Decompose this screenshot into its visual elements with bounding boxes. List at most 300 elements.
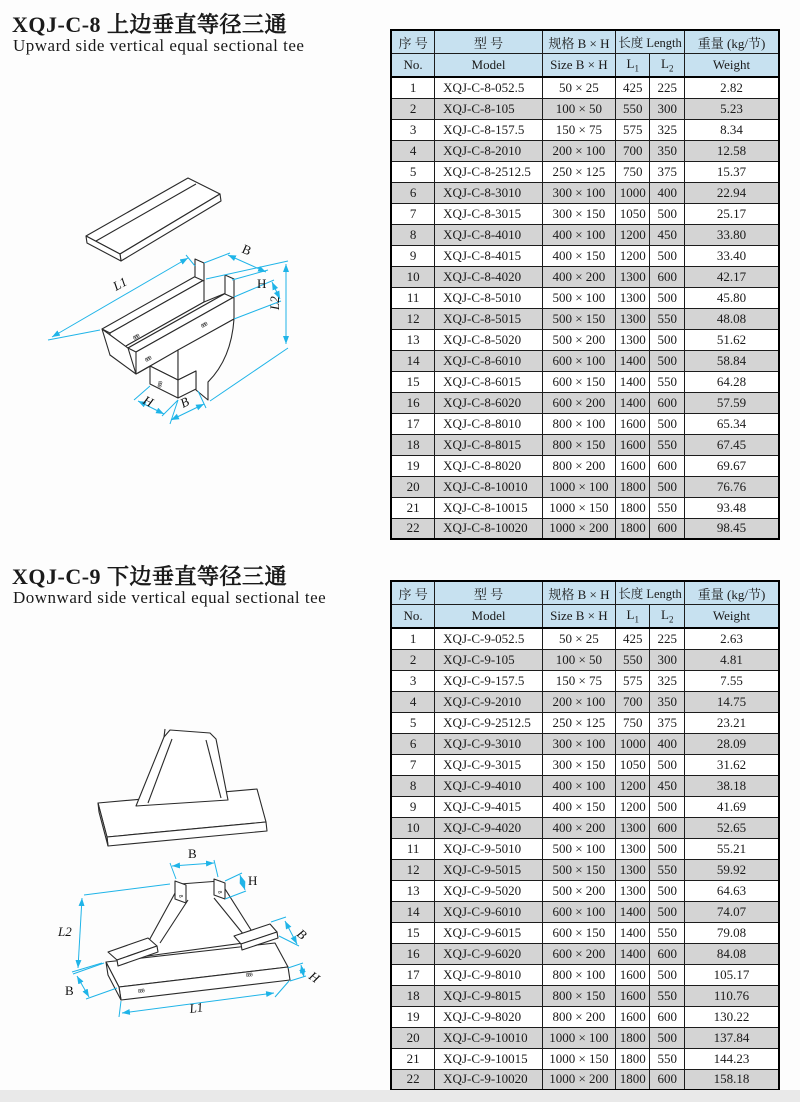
cell-weight: 105.17 <box>685 964 779 985</box>
cell-l1: 1400 <box>615 350 650 371</box>
cell-l2: 500 <box>650 1027 685 1048</box>
cell-l1: 1000 <box>615 182 650 203</box>
cell-weight: 74.07 <box>685 901 779 922</box>
cell-weight: 84.08 <box>685 943 779 964</box>
cell-no: 5 <box>391 161 435 182</box>
table-row <box>391 775 779 796</box>
table-row <box>391 203 779 224</box>
cell-l2: 500 <box>650 964 685 985</box>
cell-size: 1000 × 200 <box>542 518 615 539</box>
table-row <box>391 266 779 287</box>
cell-l2: 400 <box>650 182 685 203</box>
cell-l2: 500 <box>650 245 685 266</box>
cell-no: 1 <box>391 628 435 649</box>
cell-model: XQJ-C-9-3015 <box>435 754 543 775</box>
cell-no: 21 <box>391 497 435 518</box>
cell-l2: 325 <box>650 670 685 691</box>
cell-size: 100 × 50 <box>542 649 615 670</box>
cell-weight: 130.22 <box>685 1006 779 1027</box>
cell-l1: 1300 <box>615 308 650 329</box>
cell-model: XQJ-C-8-8010 <box>435 413 543 434</box>
cell-size: 200 × 100 <box>542 140 615 161</box>
cell-no: 20 <box>391 1027 435 1048</box>
cell-weight: 144.23 <box>685 1048 779 1069</box>
cell-l1: 1200 <box>615 224 650 245</box>
table-row <box>391 434 779 455</box>
cell-weight: 42.17 <box>685 266 779 287</box>
cell-no: 7 <box>391 203 435 224</box>
cell-size: 800 × 200 <box>542 455 615 476</box>
cell-size: 800 × 200 <box>542 1006 615 1027</box>
section-subtitle-xqj-c-8: Upward side vertical equal sectional tee <box>13 36 305 55</box>
col-header-length: 长度 Length <box>615 581 684 605</box>
cell-l1: 1800 <box>615 518 650 539</box>
cover-stem <box>136 730 228 806</box>
cell-size: 150 × 75 <box>542 670 615 691</box>
cell-no: 9 <box>391 796 435 817</box>
cell-weight: 15.37 <box>685 161 779 182</box>
table-row <box>391 796 779 817</box>
cell-weight: 65.34 <box>685 413 779 434</box>
cell-no: 22 <box>391 1069 435 1090</box>
col-header-size-en: Size B × H <box>542 54 615 78</box>
cell-model: XQJ-C-9-8010 <box>435 964 543 985</box>
cell-size: 800 × 150 <box>542 985 615 1006</box>
cell-no: 21 <box>391 1048 435 1069</box>
cell-size: 50 × 25 <box>542 77 615 98</box>
cell-weight: 2.82 <box>685 77 779 98</box>
cell-no: 14 <box>391 350 435 371</box>
table-row <box>391 182 779 203</box>
cell-model: XQJ-C-9-8015 <box>435 985 543 1006</box>
cell-l1: 1300 <box>615 859 650 880</box>
isometric-drawing-upward-tee <box>38 158 373 493</box>
dim-label-b-top: B <box>239 241 254 259</box>
col-header-weight-en: Weight <box>685 605 779 629</box>
table-row <box>391 649 779 670</box>
cell-l2: 500 <box>650 287 685 308</box>
cell-model: XQJ-C-9-052.5 <box>435 628 543 649</box>
cell-l1: 700 <box>615 691 650 712</box>
table-row <box>391 245 779 266</box>
table-row <box>391 224 779 245</box>
cell-weight: 57.59 <box>685 392 779 413</box>
table-row <box>391 455 779 476</box>
cell-no: 16 <box>391 943 435 964</box>
cell-weight: 33.40 <box>685 245 779 266</box>
col-header-model: 型 号 <box>435 581 543 605</box>
cell-l2: 550 <box>650 859 685 880</box>
cell-weight: 45.80 <box>685 287 779 308</box>
cell-l2: 600 <box>650 1006 685 1027</box>
cell-size: 250 × 125 <box>542 161 615 182</box>
cell-model: XQJ-C-9-8020 <box>435 1006 543 1027</box>
header-row-zh <box>391 30 779 54</box>
col-header-no: 序 号 <box>391 581 435 605</box>
cell-weight: 67.45 <box>685 434 779 455</box>
cell-weight: 158.18 <box>685 1069 779 1090</box>
table-row <box>391 670 779 691</box>
cell-l1: 1200 <box>615 796 650 817</box>
table-row <box>391 497 779 518</box>
cell-no: 13 <box>391 329 435 350</box>
cell-model: XQJ-C-8-10020 <box>435 518 543 539</box>
cell-no: 22 <box>391 518 435 539</box>
cell-l2: 500 <box>650 796 685 817</box>
cell-l1: 550 <box>615 98 650 119</box>
cell-no: 15 <box>391 371 435 392</box>
cell-model: XQJ-C-9-4020 <box>435 817 543 838</box>
cell-model: XQJ-C-8-6010 <box>435 350 543 371</box>
cell-model: XQJ-C-9-10010 <box>435 1027 543 1048</box>
cell-size: 400 × 150 <box>542 245 615 266</box>
dim-label-b-right: B <box>294 925 310 943</box>
spec-table-xqj-c-9 <box>390 580 780 1091</box>
cell-no: 3 <box>391 119 435 140</box>
cell-size: 1000 × 150 <box>542 497 615 518</box>
cell-no: 14 <box>391 901 435 922</box>
table-row <box>391 329 779 350</box>
cell-l2: 600 <box>650 1069 685 1090</box>
cell-l2: 550 <box>650 434 685 455</box>
table-row <box>391 964 779 985</box>
cell-l1: 1300 <box>615 817 650 838</box>
col-header-weight-en: Weight <box>685 54 779 78</box>
cell-size: 600 × 150 <box>542 371 615 392</box>
cell-l2: 550 <box>650 922 685 943</box>
cell-l2: 600 <box>650 817 685 838</box>
section-subtitle-xqj-c-9: Downward side vertical equal sectional tee <box>13 588 327 607</box>
dim-label-l2: L2 <box>267 296 282 310</box>
cell-l1: 1300 <box>615 266 650 287</box>
cell-l2: 325 <box>650 119 685 140</box>
cell-l2: 550 <box>650 985 685 1006</box>
table-row <box>391 733 779 754</box>
cell-l2: 600 <box>650 392 685 413</box>
cell-no: 1 <box>391 77 435 98</box>
cell-l1: 1800 <box>615 1069 650 1090</box>
cell-weight: 64.28 <box>685 371 779 392</box>
cell-weight: 14.75 <box>685 691 779 712</box>
cell-no: 4 <box>391 691 435 712</box>
cell-size: 600 × 200 <box>542 943 615 964</box>
table-row <box>391 1069 779 1090</box>
dim-label-l1: L1 <box>110 273 130 294</box>
cell-model: XQJ-C-8-4020 <box>435 266 543 287</box>
cell-l2: 450 <box>650 224 685 245</box>
table-row <box>391 1006 779 1027</box>
svg-text:8: 8 <box>216 890 223 894</box>
cell-model: XQJ-C-8-105 <box>435 98 543 119</box>
table-row <box>391 77 779 98</box>
cell-l1: 1400 <box>615 392 650 413</box>
cell-l2: 450 <box>650 775 685 796</box>
table-row <box>391 518 779 539</box>
cell-model: XQJ-C-8-8020 <box>435 455 543 476</box>
table-row <box>391 392 779 413</box>
cell-no: 7 <box>391 754 435 775</box>
cell-no: 19 <box>391 455 435 476</box>
cell-size: 400 × 100 <box>542 775 615 796</box>
cell-no: 5 <box>391 712 435 733</box>
cell-size: 100 × 50 <box>542 98 615 119</box>
svg-text:000: 000 <box>132 333 141 342</box>
cell-l1: 1800 <box>615 497 650 518</box>
cell-weight: 4.81 <box>685 649 779 670</box>
cell-l1: 1400 <box>615 371 650 392</box>
col-header-model-en: Model <box>435 605 543 629</box>
cell-model: XQJ-C-8-052.5 <box>435 77 543 98</box>
cell-model: XQJ-C-9-2010 <box>435 691 543 712</box>
table-row <box>391 350 779 371</box>
svg-text:000: 000 <box>245 972 253 979</box>
col-header-model-en: Model <box>435 54 543 78</box>
cell-l1: 1800 <box>615 476 650 497</box>
table-row <box>391 817 779 838</box>
cell-size: 600 × 200 <box>542 392 615 413</box>
cell-no: 17 <box>391 964 435 985</box>
section-title-xqj-c-8: XQJ-C-8 上边垂直等径三通 <box>12 12 288 37</box>
cell-size: 1000 × 200 <box>542 1069 615 1090</box>
cell-size: 250 × 125 <box>542 712 615 733</box>
cell-size: 400 × 150 <box>542 796 615 817</box>
cell-no: 4 <box>391 140 435 161</box>
cell-model: XQJ-C-9-5020 <box>435 880 543 901</box>
cell-l1: 1400 <box>615 943 650 964</box>
cell-no: 16 <box>391 392 435 413</box>
cell-l2: 500 <box>650 350 685 371</box>
cell-l2: 550 <box>650 308 685 329</box>
cell-model: XQJ-C-8-8015 <box>435 434 543 455</box>
cell-l1: 1300 <box>615 838 650 859</box>
cell-l1: 1400 <box>615 922 650 943</box>
col-header-l2: $L_2$ <box>650 54 685 78</box>
cell-size: 800 × 100 <box>542 413 615 434</box>
cell-l2: 500 <box>650 838 685 859</box>
cell-weight: 48.08 <box>685 308 779 329</box>
cell-l2: 550 <box>650 371 685 392</box>
cell-size: 50 × 25 <box>542 628 615 649</box>
cell-l2: 500 <box>650 476 685 497</box>
cell-l2: 300 <box>650 649 685 670</box>
cell-l1: 1600 <box>615 985 650 1006</box>
cell-l1: 1600 <box>615 1006 650 1027</box>
cell-size: 150 × 75 <box>542 119 615 140</box>
cell-model: XQJ-C-8-10015 <box>435 497 543 518</box>
cell-weight: 7.55 <box>685 670 779 691</box>
cell-no: 3 <box>391 670 435 691</box>
cell-l1: 750 <box>615 712 650 733</box>
cell-l1: 550 <box>615 649 650 670</box>
cell-model: XQJ-C-8-5015 <box>435 308 543 329</box>
table-row <box>391 859 779 880</box>
cell-size: 300 × 150 <box>542 754 615 775</box>
cell-l2: 225 <box>650 628 685 649</box>
svg-text:000: 000 <box>137 988 145 995</box>
cell-weight: 79.08 <box>685 922 779 943</box>
cell-l2: 350 <box>650 140 685 161</box>
cell-size: 600 × 150 <box>542 922 615 943</box>
spec-table-xqj-c-8 <box>390 29 780 540</box>
cell-l2: 600 <box>650 943 685 964</box>
cell-weight: 33.80 <box>685 224 779 245</box>
cell-no: 19 <box>391 1006 435 1027</box>
cell-no: 13 <box>391 880 435 901</box>
cell-l1: 1800 <box>615 1048 650 1069</box>
cell-model: XQJ-C-8-5020 <box>435 329 543 350</box>
cell-size: 500 × 200 <box>542 880 615 901</box>
cell-no: 17 <box>391 413 435 434</box>
col-header-model: 型 号 <box>435 30 543 54</box>
cell-size: 500 × 200 <box>542 329 615 350</box>
cell-l1: 750 <box>615 161 650 182</box>
table-row <box>391 922 779 943</box>
cell-model: XQJ-C-8-2512.5 <box>435 161 543 182</box>
cell-size: 300 × 100 <box>542 733 615 754</box>
cell-no: 2 <box>391 649 435 670</box>
cell-model: XQJ-C-8-6020 <box>435 392 543 413</box>
cell-l1: 575 <box>615 119 650 140</box>
cell-model: XQJ-C-9-6020 <box>435 943 543 964</box>
cell-model: XQJ-C-8-4015 <box>435 245 543 266</box>
svg-text:8: 8 <box>177 894 184 898</box>
table-row <box>391 985 779 1006</box>
cell-weight: 52.65 <box>685 817 779 838</box>
cell-size: 1000 × 100 <box>542 476 615 497</box>
cell-model: XQJ-C-9-105 <box>435 649 543 670</box>
cell-model: XQJ-C-8-5010 <box>435 287 543 308</box>
cell-weight: 25.17 <box>685 203 779 224</box>
cell-no: 11 <box>391 287 435 308</box>
cover-plate <box>86 178 220 254</box>
cell-weight: 41.69 <box>685 796 779 817</box>
cell-l2: 600 <box>650 518 685 539</box>
cell-size: 600 × 100 <box>542 350 615 371</box>
cell-size: 1000 × 100 <box>542 1027 615 1048</box>
cell-weight: 51.62 <box>685 329 779 350</box>
cell-l1: 700 <box>615 140 650 161</box>
cell-l2: 500 <box>650 203 685 224</box>
cell-l1: 1400 <box>615 901 650 922</box>
cell-size: 500 × 100 <box>542 838 615 859</box>
col-header-no-en: No. <box>391 54 435 78</box>
table-row <box>391 838 779 859</box>
cell-no: 9 <box>391 245 435 266</box>
cell-size: 1000 × 150 <box>542 1048 615 1069</box>
cell-l2: 500 <box>650 754 685 775</box>
cell-weight: 2.63 <box>685 628 779 649</box>
cell-model: XQJ-C-9-157.5 <box>435 670 543 691</box>
col-header-no: 序 号 <box>391 30 435 54</box>
cell-weight: 12.58 <box>685 140 779 161</box>
cell-weight: 22.94 <box>685 182 779 203</box>
col-header-l2: $L_2$ <box>650 605 685 629</box>
dim-label-b-bottom-left: B <box>65 983 74 998</box>
dim-label-h-bottom-right: H <box>306 968 323 986</box>
col-header-size: 规格 B × H <box>542 30 615 54</box>
cell-l1: 1600 <box>615 964 650 985</box>
cell-no: 11 <box>391 838 435 859</box>
cell-model: XQJ-C-8-6015 <box>435 371 543 392</box>
dim-label-h-top: H <box>248 873 258 888</box>
cell-l2: 225 <box>650 77 685 98</box>
cell-l1: 1800 <box>615 1027 650 1048</box>
table-row <box>391 476 779 497</box>
cell-l1: 1600 <box>615 455 650 476</box>
cell-model: XQJ-C-9-6010 <box>435 901 543 922</box>
cell-l2: 500 <box>650 901 685 922</box>
cell-size: 200 × 100 <box>542 691 615 712</box>
cell-l2: 500 <box>650 329 685 350</box>
cell-no: 12 <box>391 859 435 880</box>
col-header-length: 长度 Length <box>615 30 684 54</box>
cell-l2: 550 <box>650 497 685 518</box>
cell-no: 10 <box>391 266 435 287</box>
cell-model: XQJ-C-8-3015 <box>435 203 543 224</box>
cell-weight: 38.18 <box>685 775 779 796</box>
cell-model: XQJ-C-9-5010 <box>435 838 543 859</box>
cell-l1: 1600 <box>615 434 650 455</box>
cell-l2: 600 <box>650 266 685 287</box>
cell-l1: 1050 <box>615 203 650 224</box>
cell-model: XQJ-C-8-10010 <box>435 476 543 497</box>
table-row <box>391 628 779 649</box>
cell-no: 18 <box>391 985 435 1006</box>
cell-l1: 1300 <box>615 287 650 308</box>
table-row <box>391 880 779 901</box>
isometric-drawing-downward-tee <box>18 695 383 1045</box>
cell-model: XQJ-C-8-3010 <box>435 182 543 203</box>
cell-model: XQJ-C-9-4010 <box>435 775 543 796</box>
table-row <box>391 119 779 140</box>
col-header-weight: 重量 (kg/节) <box>685 581 779 605</box>
cell-size: 500 × 100 <box>542 287 615 308</box>
tee-funnel <box>140 881 258 957</box>
cell-no: 20 <box>391 476 435 497</box>
cell-l1: 1000 <box>615 733 650 754</box>
cell-weight: 76.76 <box>685 476 779 497</box>
section-title-xqj-c-9: XQJ-C-9 下边垂直等径三通 <box>12 564 288 589</box>
cell-model: XQJ-C-9-5015 <box>435 859 543 880</box>
cell-l1: 425 <box>615 77 650 98</box>
table-row <box>391 943 779 964</box>
table-row <box>391 140 779 161</box>
dim-label-h-bottom: H <box>140 392 156 410</box>
table-row <box>391 1027 779 1048</box>
table-row <box>391 754 779 775</box>
cell-model: XQJ-C-9-2512.5 <box>435 712 543 733</box>
table-row <box>391 901 779 922</box>
table-row <box>391 712 779 733</box>
cell-size: 400 × 200 <box>542 817 615 838</box>
cell-l1: 1600 <box>615 413 650 434</box>
dim-label-l1: L1 <box>188 999 204 1016</box>
svg-text:000: 000 <box>144 355 153 364</box>
page-bottom-strip <box>0 1090 800 1102</box>
cell-weight: 5.23 <box>685 98 779 119</box>
cell-size: 300 × 150 <box>542 203 615 224</box>
cell-weight: 93.48 <box>685 497 779 518</box>
cell-no: 8 <box>391 224 435 245</box>
cell-l2: 350 <box>650 691 685 712</box>
col-header-weight: 重量 (kg/节) <box>685 30 779 54</box>
cell-no: 12 <box>391 308 435 329</box>
cell-l1: 1300 <box>615 880 650 901</box>
cell-weight: 28.09 <box>685 733 779 754</box>
cell-size: 400 × 100 <box>542 224 615 245</box>
cell-l2: 550 <box>650 1048 685 1069</box>
table-row <box>391 98 779 119</box>
